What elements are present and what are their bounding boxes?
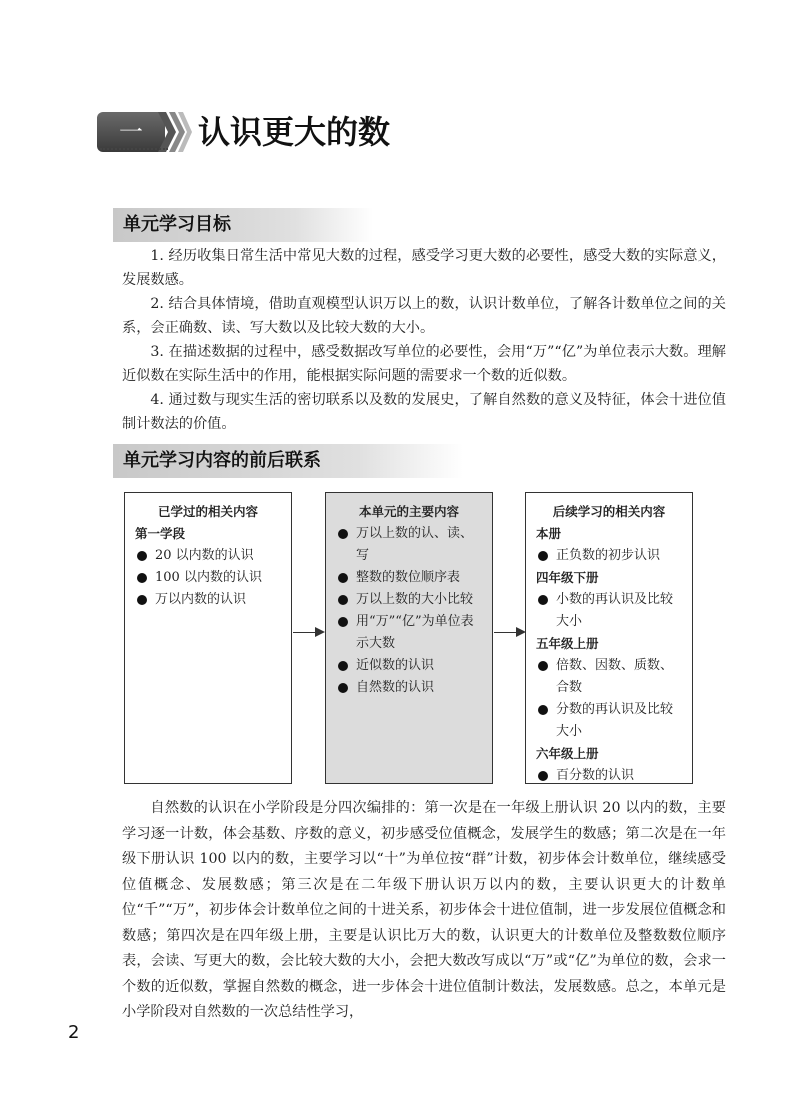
list-item: 百分数的认识 [536, 765, 682, 787]
group-label: 五年级上册 [536, 636, 599, 651]
list-item: 正负数的初步认识 [536, 545, 682, 567]
goal-item: 3. 在描述数据的过程中，感受数据改写单位的必要性，会用“万”“亿”为单位表示大数。理解近似数在实际生活中的作用，能根据实际问题的需要求一个数的近似数。 [122, 344, 726, 384]
body-text: 自然数的认识在小学阶段是分四次编排的：第一次是在一年级上册认识 20 以内的数，主要学习逐一计数，体会基数、序数的意义，初步感受位值概念，发展学生的数感；第二次是在一年级下册认识 100 以内的数，主要学习以“十”为单位按“群”计数，初步体会计数单位，继续感受位值概念、发展数感；第三次是在二年级下册认识万以内的数，主要认识更大的计数单位“千”“万”，初步体会计数单位之间的十进关系，初步体会十进位值制，进一步发展位值概念和数感；第四次是在四年级上册，主要是认识比万大的数，认识更大的计数单位及整数数位顺序表，会读、写更大的数，会比较大数的大小，会把大数改写成以“万”或“亿”为单位的数，会求一个数的近似数，掌握自然数的概念，进一步体会十进位值制计数法，发展数感。总之，本单元是小学阶段对自然数的一次总结性学习， [122, 800, 726, 1020]
bullet-icon [538, 595, 548, 605]
list-item: 用“万”“亿”为单位表示大数 [336, 611, 482, 655]
goals-list [122, 244, 726, 436]
box-title: 已学过的相关内容 [157, 504, 258, 519]
bullet-icon [338, 573, 348, 583]
list-item: 近似数的认识 [336, 655, 482, 677]
list-item: 自然数的认识 [336, 677, 482, 699]
bullet-icon [338, 529, 348, 539]
list-item: 万以内数的认识 [135, 589, 281, 611]
bullet-icon [338, 661, 348, 671]
goal-item: 4. 通过数与现实生活的密切联系以及数的发展史，了解自然数的意义及特征，体会十进位值制计数法的价值。 [122, 392, 726, 432]
group-label: 本册 [536, 526, 562, 541]
goal-item: 1. 经历收集日常生活中常见大数的过程，感受学习更大数的必要性，感受大数的实际意义，发展数感。 [122, 248, 726, 288]
chapter-title: 认识更大的数 [198, 113, 391, 151]
box-unit-content [325, 492, 493, 784]
bullet-icon [538, 771, 548, 781]
bullet-icon [137, 595, 147, 605]
bullet-icon [538, 661, 548, 671]
box-future-content [525, 492, 693, 784]
list-item: 倍数、因数、质数、合数 [536, 655, 682, 699]
box-title: 后续学习的相关内容 [552, 504, 666, 519]
bullet-icon [338, 595, 348, 605]
group-label: 四年级下册 [536, 570, 599, 585]
list-item: 万以上数的认、读、写 [336, 523, 482, 567]
chapter-dotted-underline [100, 148, 168, 150]
arrow-right-icon [494, 632, 524, 633]
page-number: 2 [68, 1022, 80, 1043]
box-subtitle: 第一学段 [135, 526, 186, 541]
list-item: 100 以内数的认识 [135, 567, 281, 589]
arrow-right-icon [293, 632, 323, 633]
bullet-icon [338, 617, 348, 627]
bullet-icon [137, 573, 147, 583]
section-header-links: 单元学习内容的前后联系 [113, 444, 463, 478]
bullet-icon [538, 705, 548, 715]
section-header-goals: 单元学习目标 [113, 208, 373, 242]
list-item: 整数的数位顺序表 [336, 567, 482, 589]
box-title: 本单元的主要内容 [358, 504, 459, 519]
box-prior-content [124, 492, 292, 784]
list-item: 小数的再认识及比较大小 [536, 589, 682, 633]
list-item: 分数的再认识及比较大小 [536, 699, 682, 743]
bullet-icon [338, 683, 348, 693]
body-paragraph [122, 796, 726, 1026]
chapter-number-tab: 一 [97, 112, 165, 152]
list-item: 20 以内数的认识 [135, 545, 281, 567]
bullet-icon [538, 551, 548, 561]
bullet-icon [137, 551, 147, 561]
group-label: 六年级上册 [536, 746, 599, 761]
chapter-stripes-decoration [158, 112, 192, 152]
goal-item: 2. 结合具体情境，借助直观模型认识万以上的数，认识计数单位，了解各计数单位之间的关系，会正确数、读、写大数以及比较大数的大小。 [122, 296, 726, 336]
list-item: 万以上数的大小比较 [336, 589, 482, 611]
